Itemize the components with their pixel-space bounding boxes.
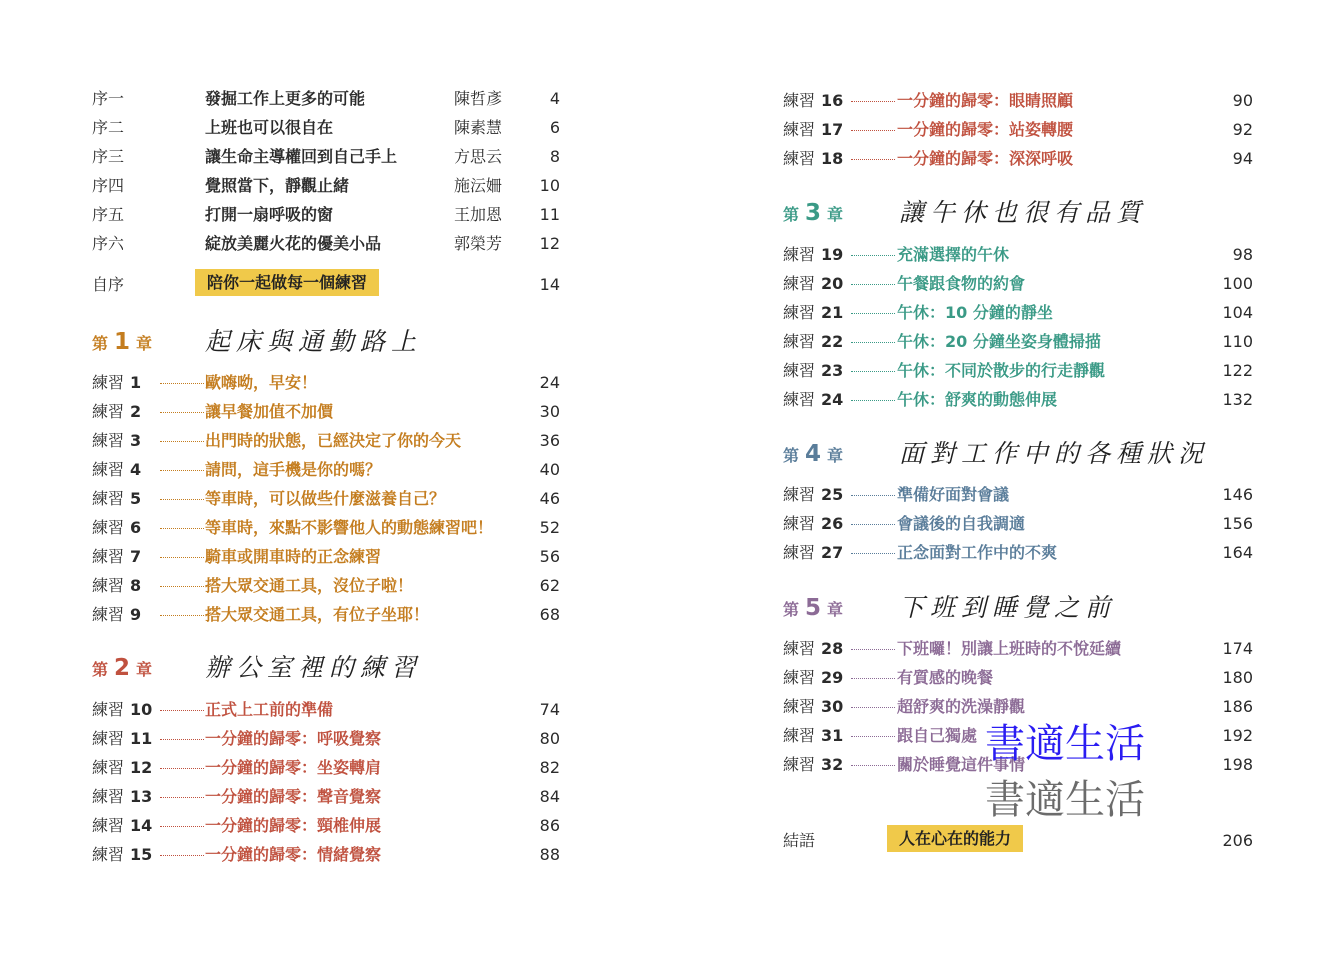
chapter-label [783, 588, 843, 630]
leader-dots [851, 678, 895, 679]
page-number: 52 [539, 518, 560, 537]
exercise-title: 充滿選擇的午休 [897, 245, 1010, 264]
exercise-label [783, 541, 843, 565]
preface-author: 陳哲彥 [454, 89, 503, 108]
exercise-label [92, 371, 141, 395]
chapter-number: 1 [114, 329, 131, 355]
leader-dots [160, 441, 204, 442]
leader-dots [851, 159, 895, 160]
leader-dots [160, 855, 204, 856]
leader-dots [160, 528, 204, 529]
exercise-prefix: 練習 [92, 729, 125, 748]
exercise-title: 一分鐘的歸零：站姿轉腰 [897, 120, 1074, 139]
leader-dots [851, 313, 895, 314]
highlight-label: 人在心在的能力 [887, 825, 1023, 852]
exercise-title: 下班囉！別讓上班時的不悅延續 [897, 639, 1122, 658]
page-number: 68 [539, 605, 560, 624]
exercise-title: 一分鐘的歸零：坐姿轉肩 [205, 758, 382, 777]
exercise-title: 關於睡覺這件事情 [897, 755, 1026, 774]
exercise-label [92, 487, 141, 511]
exercise-number: 19 [821, 245, 844, 264]
exercise-number: 27 [821, 543, 844, 562]
page-number: 4 [549, 89, 560, 108]
page-number: 40 [539, 460, 560, 479]
exercise-label [92, 727, 152, 751]
leader-dots [160, 557, 204, 558]
exercise-label [92, 785, 152, 809]
exercise-label [783, 89, 843, 113]
exercise-number: 9 [130, 605, 142, 624]
watermark-text: 書適生活 [985, 777, 1145, 823]
exercise-label [783, 330, 843, 354]
preface-author: 王加恩 [454, 205, 503, 224]
chapter-prefix: 第 [92, 334, 109, 353]
exercise-title: 歐嗨呦，早安！ [205, 373, 318, 392]
exercise-label [92, 814, 152, 838]
chapter-title: 辦公室裡的練習 [205, 653, 423, 682]
exercise-title: 午休：舒爽的動態伸展 [897, 390, 1058, 409]
exercise-title: 正念面對工作中的不爽 [897, 543, 1058, 562]
exercise-number: 21 [821, 303, 844, 322]
leader-dots [851, 255, 895, 256]
chapter-prefix: 第 [783, 446, 800, 465]
page-number: 11 [539, 205, 560, 224]
leader-dots [851, 707, 895, 708]
exercise-number: 7 [130, 547, 142, 566]
exercise-title: 午休：10 分鐘的靜坐 [897, 303, 1053, 322]
page-number: 12 [539, 234, 560, 253]
exercise-prefix: 練習 [783, 543, 816, 562]
page-number: 8 [549, 147, 560, 166]
exercise-label [92, 458, 141, 482]
exercise-title: 一分鐘的歸零：聲音覺察 [205, 787, 382, 806]
exercise-label [92, 698, 152, 722]
leader-dots [160, 615, 204, 616]
exercise-label [783, 359, 843, 383]
exercise-prefix: 練習 [92, 816, 125, 835]
page-number: 56 [539, 547, 560, 566]
exercise-number: 5 [130, 489, 142, 508]
chapter-title: 面對工作中的各種狀況 [899, 439, 1210, 468]
self-preface-title [195, 271, 379, 295]
exercise-prefix: 練習 [92, 402, 125, 421]
leader-dots [160, 412, 204, 413]
exercise-prefix: 練習 [92, 489, 125, 508]
exercise-label [783, 724, 843, 748]
leader-dots [160, 739, 204, 740]
exercise-title: 搭大眾交通工具，有位子坐耶！ [205, 605, 430, 624]
leader-dots [160, 383, 204, 384]
chapter-label [783, 193, 843, 235]
exercise-label [92, 756, 152, 780]
exercise-title: 等車時，來點不影響他人的動態練習吧！ [205, 518, 494, 537]
exercise-prefix: 練習 [783, 361, 816, 380]
page-number: 24 [539, 373, 560, 392]
leader-dots [160, 768, 204, 769]
page-number: 6 [549, 118, 560, 137]
exercise-title: 午餐跟食物的約會 [897, 274, 1026, 293]
exercise-prefix: 練習 [783, 332, 816, 351]
page-number: 100 [1222, 274, 1253, 293]
page-number: 132 [1222, 390, 1253, 409]
chapter-number: 3 [805, 200, 822, 226]
chapter-title: 讓午休也很有品質 [899, 198, 1148, 227]
exercise-number: 4 [130, 460, 142, 479]
exercise-title: 午休：不同於散步的行走靜觀 [897, 361, 1106, 380]
exercise-prefix: 練習 [783, 514, 816, 533]
leader-dots [851, 524, 895, 525]
exercise-title: 等車時，可以做些什麼滋養自己？ [205, 489, 446, 508]
page-number: 180 [1222, 668, 1253, 687]
page-number: 206 [1222, 831, 1253, 850]
exercise-prefix: 練習 [92, 605, 125, 624]
page-number: 186 [1222, 697, 1253, 716]
leader-dots [851, 553, 895, 554]
exercise-label [783, 637, 843, 661]
leader-dots [160, 710, 204, 711]
preface-title: 讓生命主導權回到自己手上 [205, 147, 398, 166]
leader-dots [160, 826, 204, 827]
leader-dots [160, 586, 204, 587]
page-number: 74 [539, 700, 560, 719]
exercise-title: 午休：20 分鐘坐姿身體掃描 [897, 332, 1101, 351]
exercise-prefix: 練習 [92, 758, 125, 777]
exercise-prefix: 練習 [92, 700, 125, 719]
page-number: 90 [1232, 91, 1253, 110]
exercise-title: 準備好面對會議 [897, 485, 1010, 504]
exercise-label [92, 843, 152, 867]
exercise-title: 騎車或開車時的正念練習 [205, 547, 382, 566]
exercise-number: 6 [130, 518, 142, 537]
exercise-label [783, 388, 843, 412]
exercise-title: 一分鐘的歸零：情緒覺察 [205, 845, 382, 864]
preface-label: 序三 [92, 147, 125, 166]
exercise-prefix: 練習 [92, 460, 125, 479]
exercise-title: 有質感的晚餐 [897, 668, 994, 687]
exercise-prefix: 練習 [92, 845, 125, 864]
exercise-label [783, 118, 843, 142]
highlight-label: 陪你一起做每一個練習 [195, 269, 379, 296]
preface-author: 郭榮芳 [454, 234, 503, 253]
preface-author: 方思云 [454, 147, 503, 166]
exercise-number: 18 [821, 149, 844, 168]
exercise-title: 一分鐘的歸零：眼睛照顧 [897, 91, 1074, 110]
exercise-number: 29 [821, 668, 844, 687]
page-number: 156 [1222, 514, 1253, 533]
leader-dots [851, 400, 895, 401]
exercise-title: 超舒爽的洗澡靜觀 [897, 697, 1026, 716]
exercise-prefix: 練習 [92, 787, 125, 806]
leader-dots [851, 130, 895, 131]
exercise-number: 3 [130, 431, 142, 450]
exercise-label [92, 574, 141, 598]
exercise-prefix: 練習 [92, 576, 125, 595]
leader-dots [851, 371, 895, 372]
exercise-number: 8 [130, 576, 142, 595]
exercise-title: 出門時的狀態，已經決定了你的今天 [205, 431, 462, 450]
watermark-text: 書適生活 [985, 721, 1145, 767]
epilogue-label: 結語 [783, 831, 816, 850]
exercise-prefix: 練習 [783, 639, 816, 658]
exercise-label [783, 666, 843, 690]
exercise-title: 一分鐘的歸零：頸椎伸展 [205, 816, 382, 835]
chapter-suffix: 章 [827, 446, 844, 465]
leader-dots [851, 765, 895, 766]
exercise-number: 25 [821, 485, 844, 504]
exercise-label [92, 429, 141, 453]
exercise-number: 24 [821, 390, 844, 409]
page-number: 14 [539, 275, 560, 294]
page-number: 82 [539, 758, 560, 777]
page-number: 86 [539, 816, 560, 835]
page-number: 146 [1222, 485, 1253, 504]
exercise-number: 26 [821, 514, 844, 533]
chapter-prefix: 第 [783, 205, 800, 224]
page-number: 30 [539, 402, 560, 421]
preface-label: 序一 [92, 89, 125, 108]
exercise-label [92, 400, 141, 424]
page-number: 36 [539, 431, 560, 450]
exercise-prefix: 練習 [783, 274, 816, 293]
exercise-number: 2 [130, 402, 142, 421]
leader-dots [160, 470, 204, 471]
exercise-title: 搭大眾交通工具，沒位子啦！ [205, 576, 414, 595]
exercise-number: 12 [130, 758, 153, 777]
preface-label: 序六 [92, 234, 125, 253]
page-number: 92 [1232, 120, 1253, 139]
chapter-suffix: 章 [827, 205, 844, 224]
exercise-number: 17 [821, 120, 844, 139]
leader-dots [851, 284, 895, 285]
page-number: 46 [539, 489, 560, 508]
exercise-label [783, 147, 843, 171]
exercise-label [783, 243, 843, 267]
exercise-title: 正式上工前的準備 [205, 700, 334, 719]
exercise-number: 22 [821, 332, 844, 351]
exercise-prefix: 練習 [783, 149, 816, 168]
preface-title: 打開一扇呼吸的窗 [205, 205, 334, 224]
chapter-suffix: 章 [136, 660, 153, 679]
page-number: 88 [539, 845, 560, 864]
exercise-title: 讓早餐加值不加價 [205, 402, 334, 421]
leader-dots [160, 499, 204, 500]
exercise-label [783, 753, 843, 777]
leader-dots [851, 736, 895, 737]
page-number: 62 [539, 576, 560, 595]
chapter-label [92, 322, 152, 364]
chapter-number: 5 [805, 595, 822, 621]
exercise-number: 14 [130, 816, 153, 835]
exercise-number: 31 [821, 726, 844, 745]
exercise-label [92, 516, 141, 540]
chapter-prefix: 第 [92, 660, 109, 679]
preface-title: 發掘工作上更多的可能 [205, 89, 366, 108]
exercise-prefix: 練習 [783, 303, 816, 322]
exercise-label [92, 545, 141, 569]
preface-title: 綻放美麗火花的優美小品 [205, 234, 382, 253]
exercise-prefix: 練習 [783, 245, 816, 264]
preface-author: 陳素慧 [454, 118, 503, 137]
preface-label: 序二 [92, 118, 125, 137]
exercise-number: 13 [130, 787, 153, 806]
page-number: 198 [1222, 755, 1253, 774]
exercise-number: 20 [821, 274, 844, 293]
exercise-title: 會議後的自我調適 [897, 514, 1026, 533]
leader-dots [851, 101, 895, 102]
exercise-prefix: 練習 [92, 518, 125, 537]
chapter-suffix: 章 [827, 600, 844, 619]
exercise-label [783, 512, 843, 536]
chapter-title: 下班到睡覺之前 [899, 593, 1117, 622]
exercise-prefix: 練習 [92, 431, 125, 450]
page-number: 104 [1222, 303, 1253, 322]
page-number: 174 [1222, 639, 1253, 658]
page-number: 110 [1222, 332, 1253, 351]
exercise-label [783, 483, 843, 507]
page-number: 98 [1232, 245, 1253, 264]
exercise-label [92, 603, 141, 627]
exercise-prefix: 練習 [783, 755, 816, 774]
exercise-prefix: 練習 [783, 485, 816, 504]
preface-author: 施沄姍 [454, 176, 503, 195]
exercise-label [783, 301, 843, 325]
preface-label: 序五 [92, 205, 125, 224]
chapter-label [92, 648, 152, 690]
leader-dots [851, 342, 895, 343]
exercise-title: 跟自己獨處 [897, 726, 978, 745]
exercise-title: 一分鐘的歸零：呼吸覺察 [205, 729, 382, 748]
page-number: 10 [539, 176, 560, 195]
chapter-number: 2 [114, 655, 131, 681]
exercise-prefix: 練習 [92, 373, 125, 392]
exercise-title: 一分鐘的歸零：深深呼吸 [897, 149, 1074, 168]
exercise-prefix: 練習 [92, 547, 125, 566]
exercise-number: 32 [821, 755, 844, 774]
exercise-prefix: 練習 [783, 726, 816, 745]
chapter-label [783, 434, 843, 476]
preface-title: 上班也可以很自在 [205, 118, 334, 137]
leader-dots [851, 495, 895, 496]
exercise-number: 23 [821, 361, 844, 380]
preface-label: 序四 [92, 176, 125, 195]
leader-dots [160, 797, 204, 798]
exercise-label [783, 272, 843, 296]
page-number: 164 [1222, 543, 1253, 562]
chapter-prefix: 第 [783, 600, 800, 619]
exercise-prefix: 練習 [783, 668, 816, 687]
chapter-number: 4 [805, 441, 822, 467]
self-preface-label: 自序 [92, 275, 125, 294]
exercise-number: 28 [821, 639, 844, 658]
exercise-prefix: 練習 [783, 91, 816, 110]
exercise-label [783, 695, 843, 719]
exercise-prefix: 練習 [783, 120, 816, 139]
exercise-prefix: 練習 [783, 390, 816, 409]
page-number: 94 [1232, 149, 1253, 168]
epilogue-title [887, 827, 1023, 851]
exercise-prefix: 練習 [783, 697, 816, 716]
leader-dots [851, 649, 895, 650]
chapter-title: 起床與通勤路上 [205, 327, 423, 356]
exercise-number: 15 [130, 845, 153, 864]
preface-title: 覺照當下，靜觀止緒 [205, 176, 350, 195]
page-number: 192 [1222, 726, 1253, 745]
exercise-number: 11 [130, 729, 153, 748]
exercise-number: 1 [130, 373, 142, 392]
page-number: 84 [539, 787, 560, 806]
exercise-number: 10 [130, 700, 153, 719]
page-number: 80 [539, 729, 560, 748]
exercise-number: 30 [821, 697, 844, 716]
page-number: 122 [1222, 361, 1253, 380]
exercise-number: 16 [821, 91, 844, 110]
chapter-suffix: 章 [136, 334, 153, 353]
exercise-title: 請問，這手機是你的嗎？ [205, 460, 382, 479]
